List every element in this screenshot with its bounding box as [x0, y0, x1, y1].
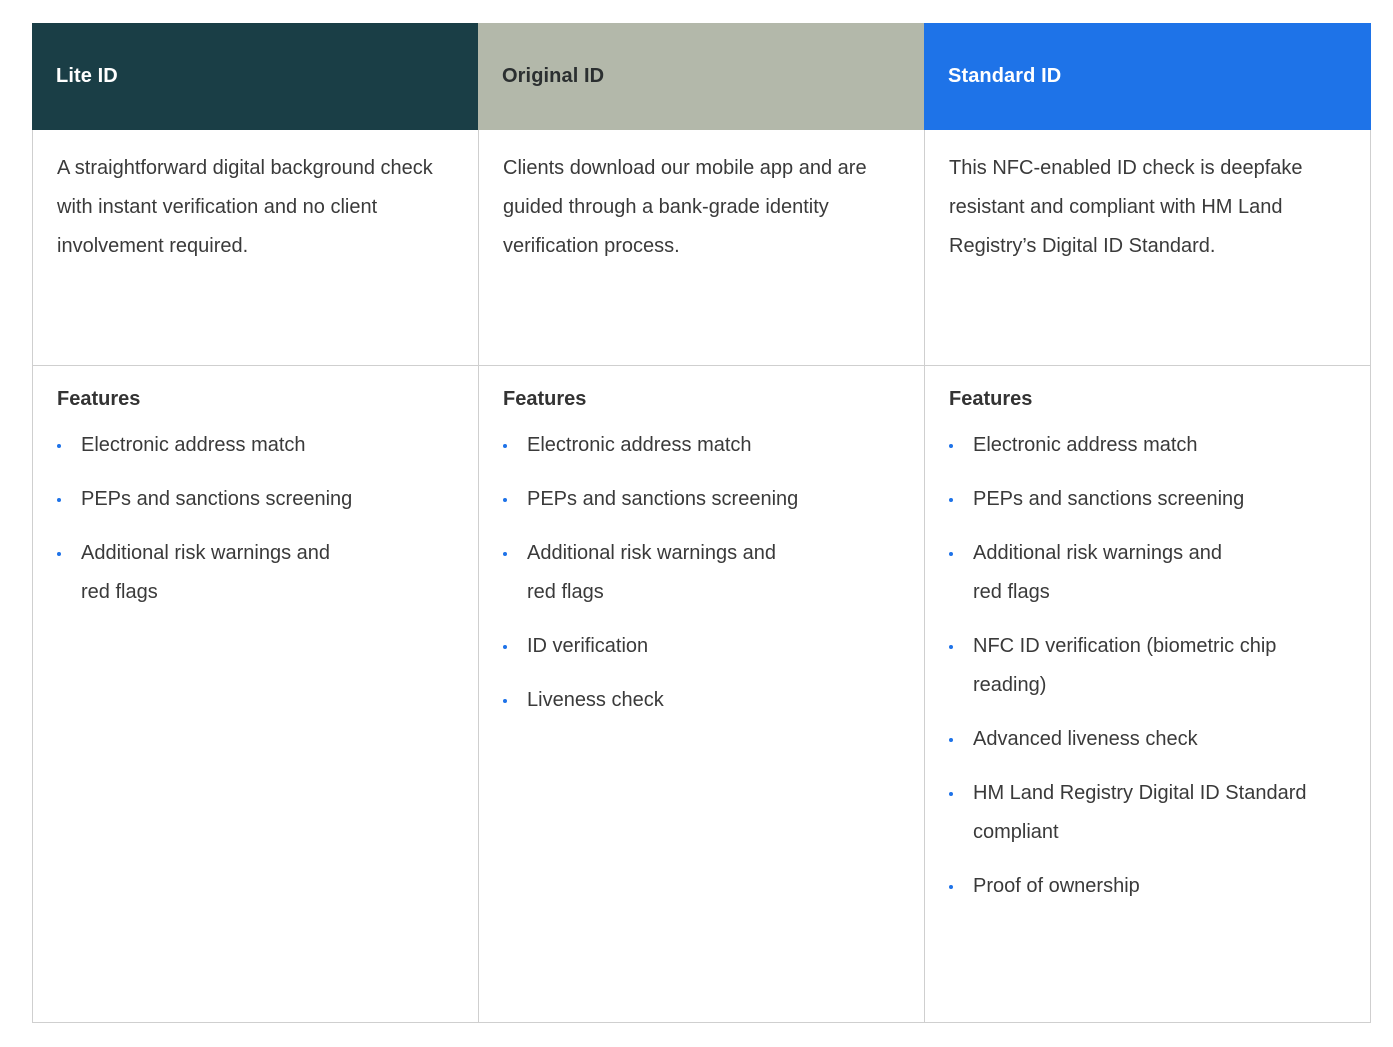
bullet-icon: [57, 444, 61, 448]
standard-id-header: [924, 23, 1371, 130]
original-id-features-cell: [478, 366, 924, 1023]
list-item: [503, 534, 787, 612]
lite-id-header: [32, 23, 478, 130]
feature-text: Advanced liveness check: [973, 728, 1198, 750]
bullet-icon: [949, 792, 953, 796]
feature-text: Electronic address match: [973, 434, 1198, 456]
lite-id-description: A straightforward digital background check with instant verification and no client involvement required.: [57, 157, 433, 257]
lite-id-features-heading: Features: [57, 388, 141, 410]
original-id-description-cell: [478, 130, 924, 366]
original-id-header: [478, 23, 924, 130]
list-item: [503, 627, 908, 666]
list-item: [949, 426, 1354, 465]
bullet-icon: [949, 444, 953, 448]
original-id-description: Clients download our mobile app and are guided through a bank-grade identity verification process.: [503, 157, 867, 257]
feature-text: Electronic address match: [527, 434, 752, 456]
list-item: [949, 720, 1354, 759]
feature-text: ID verification: [527, 635, 649, 657]
feature-text: PEPs and sanctions screening: [973, 488, 1245, 510]
bullet-icon: [57, 552, 61, 556]
standard-id-feature-list: [949, 426, 1354, 906]
standard-id-features-cell: [924, 366, 1371, 1023]
bullet-icon: [949, 498, 953, 502]
standard-id-title: Standard ID: [948, 65, 1062, 87]
lite-id-title: Lite ID: [56, 65, 118, 87]
feature-text: Liveness check: [527, 689, 664, 711]
standard-id-description: This NFC-enabled ID check is deepfake resistant and compliant with HM Land Registry’s Digital ID Standard.: [949, 157, 1303, 257]
feature-text: Additional risk warnings and red flags: [81, 542, 331, 603]
feature-text: NFC ID verification (biometric chip reading): [973, 635, 1277, 696]
list-item: [949, 867, 1354, 906]
list-item: [57, 426, 462, 465]
bullet-icon: [949, 885, 953, 889]
id-comparison-table: [32, 23, 1371, 1023]
lite-id-description-cell: [32, 130, 478, 366]
list-item: [949, 627, 1333, 705]
bullet-icon: [949, 738, 953, 742]
list-item: [503, 480, 908, 519]
feature-text: Additional risk warnings and red flags: [973, 542, 1223, 603]
list-item: [949, 534, 1233, 612]
feature-text: Proof of ownership: [973, 875, 1140, 897]
feature-text: PEPs and sanctions screening: [81, 488, 353, 510]
list-item: [57, 480, 462, 519]
lite-id-feature-list: [57, 426, 462, 612]
list-item: [949, 774, 1363, 852]
lite-id-features-cell: [32, 366, 478, 1023]
bullet-icon: [503, 444, 507, 448]
feature-text: PEPs and sanctions screening: [527, 488, 799, 510]
list-item: [57, 534, 341, 612]
bullet-icon: [503, 645, 507, 649]
original-id-features-heading: Features: [503, 388, 587, 410]
list-item: [503, 681, 908, 720]
feature-text: Additional risk warnings and red flags: [527, 542, 777, 603]
bullet-icon: [57, 498, 61, 502]
bullet-icon: [503, 498, 507, 502]
original-id-title: Original ID: [502, 65, 605, 87]
original-id-feature-list: [503, 426, 908, 720]
feature-text: HM Land Registry Digital ID Standard compliant: [973, 782, 1307, 843]
standard-id-features-heading: Features: [949, 388, 1033, 410]
bullet-icon: [503, 699, 507, 703]
list-item: [949, 480, 1354, 519]
bullet-icon: [949, 552, 953, 556]
bullet-icon: [503, 552, 507, 556]
bullet-icon: [949, 645, 953, 649]
list-item: [503, 426, 908, 465]
standard-id-description-cell: [924, 130, 1371, 366]
feature-text: Electronic address match: [81, 434, 306, 456]
